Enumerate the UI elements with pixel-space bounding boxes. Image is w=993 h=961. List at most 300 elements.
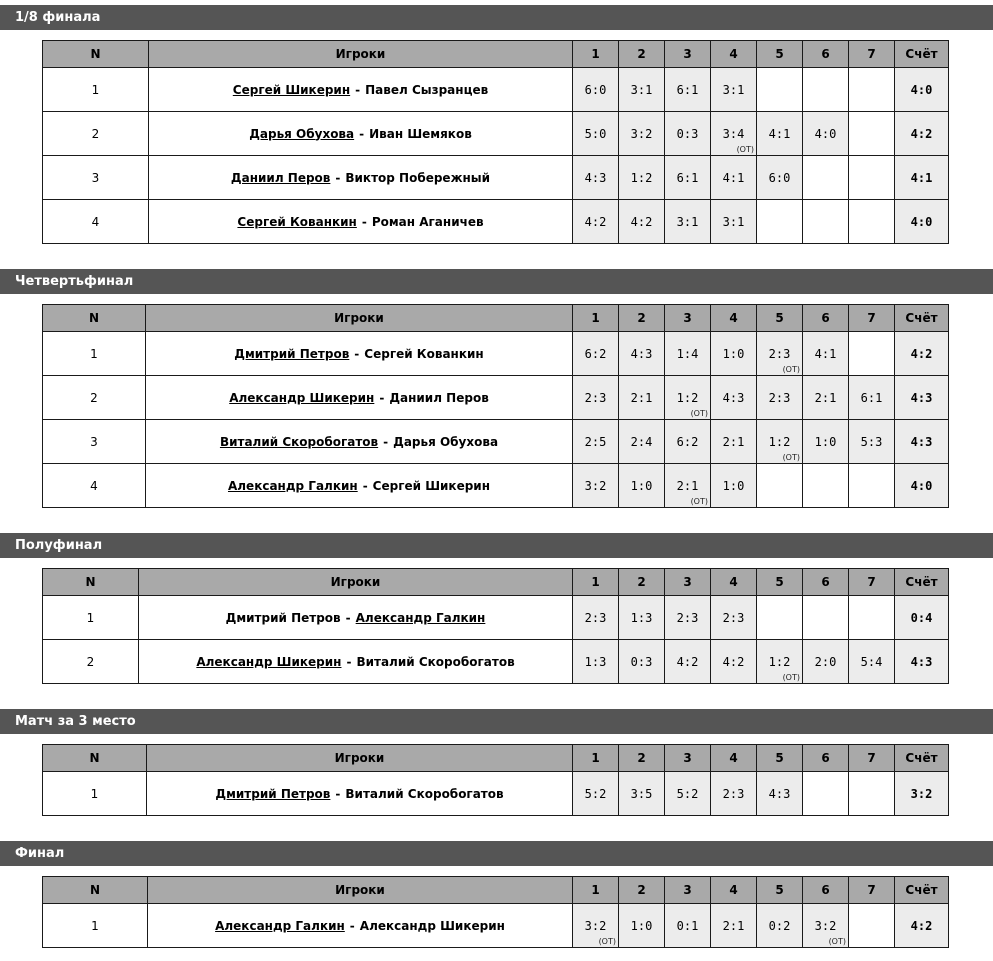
- game-score: [757, 112, 803, 156]
- match-total: 4:0: [895, 68, 949, 112]
- game-score: [849, 640, 895, 684]
- game-score: [665, 904, 711, 948]
- game-score-value: 2:3: [768, 346, 791, 361]
- overtime-marker: (ОТ): [782, 673, 800, 682]
- game-score: [711, 772, 757, 816]
- game-score-value: 2:0: [814, 654, 837, 669]
- player-separator: -: [354, 346, 360, 361]
- header-game-1: 1: [573, 745, 619, 772]
- player-name: Виталий Скоробогатов: [345, 786, 504, 801]
- game-score: [849, 332, 895, 376]
- header-players: Игроки: [147, 745, 573, 772]
- match-number: 1: [43, 596, 139, 640]
- match-number: 2: [43, 376, 146, 420]
- game-score-value: 4:2: [676, 654, 699, 669]
- header-game-1: 1: [573, 305, 619, 332]
- game-score: [619, 68, 665, 112]
- game-score: [849, 68, 895, 112]
- header-players: Игроки: [149, 41, 573, 68]
- header-game-2: 2: [619, 569, 665, 596]
- player-name: Роман Аганичев: [371, 214, 484, 229]
- game-score-value: 2:1: [814, 390, 837, 405]
- match-players: [146, 376, 573, 420]
- match-players: [149, 156, 573, 200]
- game-score-value: 6:1: [860, 390, 883, 405]
- header-game-3: 3: [665, 569, 711, 596]
- header-game-6: 6: [803, 569, 849, 596]
- overtime-marker: (ОТ): [736, 145, 754, 154]
- match-players: [146, 420, 573, 464]
- results-table: [42, 40, 949, 244]
- game-score: [573, 640, 619, 684]
- game-score: [757, 596, 803, 640]
- header-game-6: 6: [803, 877, 849, 904]
- player-separator: -: [335, 170, 341, 185]
- game-score: [849, 772, 895, 816]
- header-game-1: 1: [573, 569, 619, 596]
- match-total: 4:3: [895, 640, 949, 684]
- header-game-5: 5: [757, 745, 803, 772]
- player-separator: -: [349, 918, 355, 933]
- player-name: Даниил Перов: [389, 390, 489, 405]
- game-score: [619, 200, 665, 244]
- game-score-value: 2:1: [676, 478, 699, 493]
- game-score-value: 4:3: [630, 346, 653, 361]
- header-game-6: 6: [803, 305, 849, 332]
- game-score: [803, 420, 849, 464]
- header-game-2: 2: [619, 305, 665, 332]
- player-name: Иван Шемяков: [369, 126, 472, 141]
- header-game-6: 6: [803, 745, 849, 772]
- game-score: [665, 464, 711, 508]
- match-number: 2: [43, 640, 139, 684]
- header-game-3: 3: [665, 41, 711, 68]
- player-name: Сергей Шикерин: [372, 478, 491, 493]
- game-score: [757, 640, 803, 684]
- match-row: [43, 904, 949, 948]
- player-name: Виктор Побережный: [345, 170, 491, 185]
- header-game-7: 7: [849, 305, 895, 332]
- game-score: [803, 772, 849, 816]
- game-score: [849, 376, 895, 420]
- game-score-value: 2:5: [584, 434, 607, 449]
- game-score-value: 5:2: [584, 786, 607, 801]
- header-game-2: 2: [619, 745, 665, 772]
- game-score: [711, 332, 757, 376]
- player-separator: -: [335, 786, 341, 801]
- header-players: Игроки: [139, 569, 573, 596]
- game-score-value: 1:2: [768, 654, 791, 669]
- game-score: [573, 200, 619, 244]
- game-score: [757, 200, 803, 244]
- game-score: [619, 596, 665, 640]
- game-score: [573, 156, 619, 200]
- game-score: [665, 596, 711, 640]
- header-game-5: 5: [757, 569, 803, 596]
- header-game-5: 5: [757, 41, 803, 68]
- game-score-value: 0:3: [676, 126, 699, 141]
- match-total: 4:0: [895, 200, 949, 244]
- results-table: [42, 568, 949, 684]
- header-row: [43, 305, 949, 332]
- player-separator: -: [359, 126, 365, 141]
- game-score-value: 2:3: [676, 610, 699, 625]
- match-number: 4: [43, 464, 146, 508]
- game-score-value: 1:2: [676, 390, 699, 405]
- game-score: [757, 332, 803, 376]
- player-name: Дарья Обухова: [393, 434, 499, 449]
- header-game-4: 4: [711, 305, 757, 332]
- match-players: [149, 112, 573, 156]
- match-number: 1: [43, 772, 147, 816]
- results-table: [42, 304, 949, 508]
- overtime-marker: (ОТ): [690, 497, 708, 506]
- game-score-value: 2:3: [722, 786, 745, 801]
- game-score-value: 3:2: [584, 478, 607, 493]
- player-link[interactable]: Виталий Скоробогатов: [219, 434, 379, 449]
- game-score-value: 0:3: [630, 654, 653, 669]
- game-score: [619, 332, 665, 376]
- match-row: [43, 640, 949, 684]
- match-total: 4:3: [895, 420, 949, 464]
- match-number: 1: [43, 68, 149, 112]
- match-row: [43, 464, 949, 508]
- game-score-value: 5:2: [676, 786, 699, 801]
- game-score: [619, 420, 665, 464]
- game-score: [711, 156, 757, 200]
- game-score: [665, 640, 711, 684]
- game-score-value: 5:0: [584, 126, 607, 141]
- section-title: Финал: [0, 841, 993, 866]
- game-score: [711, 200, 757, 244]
- game-score: [665, 772, 711, 816]
- player-separator: -: [362, 478, 368, 493]
- game-score: [573, 772, 619, 816]
- header-game-4: 4: [711, 877, 757, 904]
- player-link[interactable]: Александр Галкин: [355, 610, 486, 625]
- game-score: [757, 68, 803, 112]
- section-title: Четвертьфинал: [0, 269, 993, 294]
- game-score-value: 3:5: [630, 786, 653, 801]
- match-number: 3: [43, 420, 146, 464]
- game-score-value: 4:2: [584, 214, 607, 229]
- match-row: [43, 200, 949, 244]
- player-name: Виталий Скоробогатов: [356, 654, 515, 669]
- game-score-value: 1:4: [676, 346, 699, 361]
- game-score: [757, 772, 803, 816]
- game-score: [665, 112, 711, 156]
- player-name: Дмитрий Петров: [225, 610, 341, 625]
- player-link[interactable]: Александр Шикерин: [196, 654, 342, 669]
- game-score: [665, 156, 711, 200]
- player-separator: -: [345, 610, 351, 625]
- game-score-value: 1:2: [768, 434, 791, 449]
- player-name: Павел Сызранцев: [365, 82, 489, 97]
- header-game-3: 3: [665, 877, 711, 904]
- match-total: 4:2: [895, 332, 949, 376]
- game-score-value: 6:1: [676, 170, 699, 185]
- game-score-value: 5:3: [860, 434, 883, 449]
- game-score: [573, 112, 619, 156]
- player-separator: -: [346, 654, 352, 669]
- player-link[interactable]: Александр Шикерин: [229, 390, 375, 405]
- game-score: [757, 904, 803, 948]
- game-score-value: 3:1: [676, 214, 699, 229]
- game-score-value: 0:2: [768, 918, 791, 933]
- player-link[interactable]: Дмитрий Петров: [234, 346, 350, 361]
- match-row: [43, 772, 949, 816]
- game-score-value: 5:4: [860, 654, 883, 669]
- header-n: N: [43, 41, 149, 68]
- game-score: [757, 464, 803, 508]
- game-score-value: 4:1: [722, 170, 745, 185]
- header-game-3: 3: [665, 745, 711, 772]
- game-score: [573, 420, 619, 464]
- game-score-value: 4:2: [722, 654, 745, 669]
- game-score-value: 2:1: [630, 390, 653, 405]
- game-score: [803, 464, 849, 508]
- header-n: N: [43, 877, 148, 904]
- match-players: [139, 596, 573, 640]
- player-name: Александр Шикерин: [359, 918, 505, 933]
- game-score-value: 1:0: [814, 434, 837, 449]
- game-score-value: 1:0: [630, 478, 653, 493]
- game-score-value: 4:0: [814, 126, 837, 141]
- game-score: [619, 904, 665, 948]
- match-players: [147, 772, 573, 816]
- game-score-value: 3:1: [722, 214, 745, 229]
- player-separator: -: [355, 82, 361, 97]
- header-game-4: 4: [711, 569, 757, 596]
- player-separator: -: [361, 214, 367, 229]
- player-link[interactable]: Даниил Перов: [230, 170, 331, 185]
- game-score-value: 6:2: [584, 346, 607, 361]
- game-score-value: 4:2: [630, 214, 653, 229]
- game-score-value: 1:2: [630, 170, 653, 185]
- game-score: [711, 68, 757, 112]
- game-score-value: 3:1: [722, 82, 745, 97]
- player-link[interactable]: Дарья Обухова: [249, 126, 355, 141]
- game-score-value: 4:1: [768, 126, 791, 141]
- game-score: [803, 904, 849, 948]
- game-score: [757, 156, 803, 200]
- game-score-value: 4:3: [584, 170, 607, 185]
- game-score-value: 1:3: [630, 610, 653, 625]
- player-separator: -: [383, 434, 389, 449]
- game-score: [619, 464, 665, 508]
- game-score-value: 6:0: [584, 82, 607, 97]
- header-game-5: 5: [757, 305, 803, 332]
- game-score-value: 2:3: [584, 610, 607, 625]
- game-score-value: 2:4: [630, 434, 653, 449]
- header-total: Счёт: [895, 745, 949, 772]
- game-score-value: 3:2: [630, 126, 653, 141]
- game-score-value: 4:1: [814, 346, 837, 361]
- game-score: [619, 376, 665, 420]
- game-score-value: 1:3: [584, 654, 607, 669]
- header-game-7: 7: [849, 569, 895, 596]
- header-total: Счёт: [895, 305, 949, 332]
- player-separator: -: [379, 390, 385, 405]
- game-score: [665, 376, 711, 420]
- section-title: 1/8 финала: [0, 5, 993, 30]
- match-row: [43, 68, 949, 112]
- header-total: Счёт: [895, 877, 949, 904]
- game-score: [757, 420, 803, 464]
- match-players: [139, 640, 573, 684]
- game-score: [803, 596, 849, 640]
- results-table: [42, 744, 949, 816]
- match-row: [43, 332, 949, 376]
- match-total: 4:3: [895, 376, 949, 420]
- game-score: [619, 640, 665, 684]
- game-score-value: 1:0: [630, 918, 653, 933]
- header-game-7: 7: [849, 877, 895, 904]
- game-score: [711, 464, 757, 508]
- match-total: 4:0: [895, 464, 949, 508]
- match-row: [43, 420, 949, 464]
- game-score-value: 3:1: [630, 82, 653, 97]
- match-players: [149, 200, 573, 244]
- game-score: [849, 156, 895, 200]
- game-score-value: 1:0: [722, 478, 745, 493]
- player-name: Сергей Кованкин: [364, 346, 484, 361]
- game-score: [711, 640, 757, 684]
- game-score: [849, 200, 895, 244]
- game-score: [849, 904, 895, 948]
- header-game-4: 4: [711, 745, 757, 772]
- header-row: [43, 877, 949, 904]
- game-score: [803, 200, 849, 244]
- header-row: [43, 745, 949, 772]
- game-score-value: 6:0: [768, 170, 791, 185]
- match-number: 1: [43, 904, 148, 948]
- overtime-marker: (ОТ): [828, 937, 846, 946]
- section-title: Полуфинал: [0, 533, 993, 558]
- match-number: 2: [43, 112, 149, 156]
- header-game-2: 2: [619, 41, 665, 68]
- game-score: [849, 464, 895, 508]
- game-score: [619, 112, 665, 156]
- overtime-marker: (ОТ): [782, 365, 800, 374]
- header-game-7: 7: [849, 745, 895, 772]
- player-link[interactable]: Сергей Кованкин: [237, 214, 357, 229]
- game-score: [849, 596, 895, 640]
- game-score-value: 2:1: [722, 434, 745, 449]
- game-score-value: 4:3: [768, 786, 791, 801]
- game-score: [711, 420, 757, 464]
- header-game-6: 6: [803, 41, 849, 68]
- game-score: [619, 156, 665, 200]
- game-score: [803, 332, 849, 376]
- match-number: 1: [43, 332, 146, 376]
- game-score-value: 3:4: [722, 126, 745, 141]
- game-score-value: 1:0: [722, 346, 745, 361]
- header-game-4: 4: [711, 41, 757, 68]
- game-score: [803, 68, 849, 112]
- header-row: [43, 41, 949, 68]
- match-total: 4:1: [895, 156, 949, 200]
- results-table: [42, 876, 949, 948]
- match-players: [146, 464, 573, 508]
- header-game-3: 3: [665, 305, 711, 332]
- game-score: [665, 420, 711, 464]
- header-total: Счёт: [895, 569, 949, 596]
- game-score-value: 6:1: [676, 82, 699, 97]
- match-number: 3: [43, 156, 149, 200]
- match-total: 4:2: [895, 904, 949, 948]
- match-row: [43, 596, 949, 640]
- header-players: Игроки: [148, 877, 573, 904]
- game-score: [573, 332, 619, 376]
- header-game-5: 5: [757, 877, 803, 904]
- game-score-value: 0:1: [676, 918, 699, 933]
- game-score: [573, 464, 619, 508]
- game-score-value: 2:3: [722, 610, 745, 625]
- overtime-marker: (ОТ): [598, 937, 616, 946]
- game-score: [711, 596, 757, 640]
- section-title: Матч за 3 место: [0, 709, 993, 734]
- match-row: [43, 112, 949, 156]
- match-number: 4: [43, 200, 149, 244]
- game-score: [803, 376, 849, 420]
- header-game-2: 2: [619, 877, 665, 904]
- game-score-value: 2:3: [584, 390, 607, 405]
- header-game-1: 1: [573, 41, 619, 68]
- game-score: [803, 112, 849, 156]
- match-total: 0:4: [895, 596, 949, 640]
- overtime-marker: (ОТ): [690, 409, 708, 418]
- game-score: [665, 200, 711, 244]
- header-n: N: [43, 305, 146, 332]
- game-score-value: 3:2: [814, 918, 837, 933]
- header-total: Счёт: [895, 41, 949, 68]
- overtime-marker: (ОТ): [782, 453, 800, 462]
- game-score: [803, 156, 849, 200]
- header-n: N: [43, 569, 139, 596]
- game-score: [573, 68, 619, 112]
- game-score-value: 6:2: [676, 434, 699, 449]
- player-link[interactable]: Александр Галкин: [227, 478, 358, 493]
- game-score: [711, 904, 757, 948]
- game-score: [849, 420, 895, 464]
- game-score: [619, 772, 665, 816]
- game-score: [573, 376, 619, 420]
- game-score-value: 2:3: [768, 390, 791, 405]
- match-row: [43, 156, 949, 200]
- game-score: [849, 112, 895, 156]
- game-score: [665, 68, 711, 112]
- player-link[interactable]: Дмитрий Петров: [215, 786, 331, 801]
- player-link[interactable]: Александр Галкин: [215, 918, 345, 933]
- match-row: [43, 376, 949, 420]
- game-score: [711, 376, 757, 420]
- game-score: [803, 640, 849, 684]
- player-link[interactable]: Сергей Шикерин: [232, 82, 351, 97]
- header-n: N: [43, 745, 147, 772]
- game-score-value: 3:2: [584, 918, 607, 933]
- game-score-value: 4:3: [722, 390, 745, 405]
- game-score-value: 2:1: [722, 918, 745, 933]
- match-total: 4:2: [895, 112, 949, 156]
- header-row: [43, 569, 949, 596]
- game-score: [665, 332, 711, 376]
- header-players: Игроки: [146, 305, 573, 332]
- game-score: [573, 904, 619, 948]
- match-players: [149, 68, 573, 112]
- header-game-1: 1: [573, 877, 619, 904]
- game-score: [711, 112, 757, 156]
